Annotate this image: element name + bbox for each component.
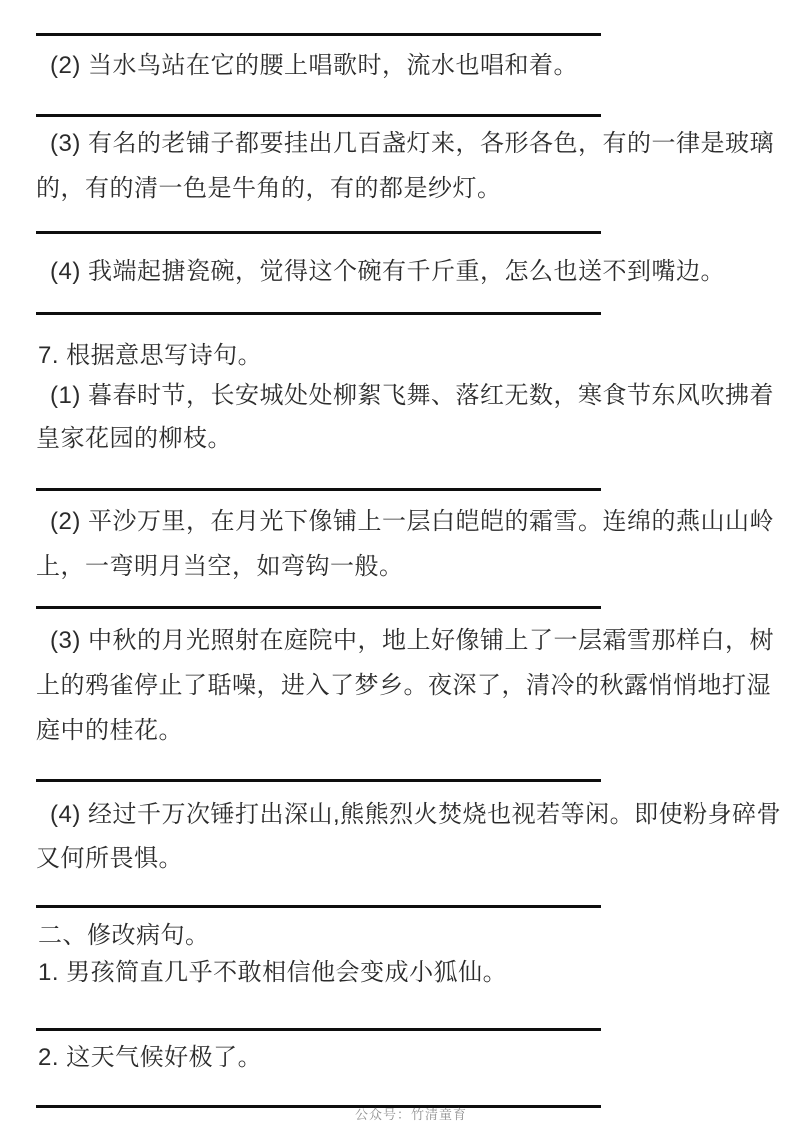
watermark: 公众号：竹清童育 xyxy=(355,1107,468,1122)
question-item-text: (2) 平沙万里，在月光下像铺上一层白皑皑的霜雪。连绵的燕山山岭 xyxy=(50,508,774,535)
question-item-text: (3) 中秋的月光照射在庭院中，地上好像铺上了一层霜雪那样白，树 xyxy=(50,627,774,654)
question-item-text: (1) 暮春时节，长安城处处柳絮飞舞、落红无数，寒食节东风吹拂着 xyxy=(50,382,774,409)
question-item-text: (4) 经过千万次锤打出深山,熊熊烈火焚烧也视若等闲。即使粉身碎骨 xyxy=(50,801,782,828)
answer-blank-rule xyxy=(36,114,601,117)
answer-blank-rule xyxy=(36,488,601,491)
answer-blank-rule xyxy=(36,231,601,234)
question-item-text: 2. 这天气候好极了。 xyxy=(38,1044,263,1071)
question-item-text: (3) 有名的老铺子都要挂出几百盏灯来，各形各色，有的一律是玻璃 xyxy=(50,130,774,157)
answer-blank-rule xyxy=(36,779,601,782)
section-heading: 7. 根据意思写诗句。 xyxy=(38,342,263,369)
question-item-text: 皇家花园的柳枝。 xyxy=(36,425,232,452)
answer-blank-rule xyxy=(36,905,601,908)
answer-blank-rule xyxy=(36,1105,601,1108)
question-item-text: 上，一弯明月当空，如弯钩一般。 xyxy=(36,553,404,580)
question-item-text: 庭中的桂花。 xyxy=(36,717,183,744)
question-item-text: (4) 我端起搪瓷碗，觉得这个碗有千斤重，怎么也送不到嘴边。 xyxy=(50,258,725,285)
section-heading: 二、修改病句。 xyxy=(38,922,210,949)
answer-blank-rule xyxy=(36,606,601,609)
question-item-text: 上的鸦雀停止了聒噪，进入了梦乡。夜深了，清冷的秋露悄悄地打湿 xyxy=(36,672,771,699)
question-item-text: 的，有的清一色是牛角的，有的都是纱灯。 xyxy=(36,175,502,202)
question-item-text: 又何所畏惧。 xyxy=(36,845,183,872)
answer-blank-rule xyxy=(36,33,601,36)
answer-blank-rule xyxy=(36,1028,601,1031)
answer-blank-rule xyxy=(36,312,601,315)
question-item-text: (2) 当水鸟站在它的腰上唱歌时，流水也唱和着。 xyxy=(50,52,578,79)
question-item-text: 1. 男孩简直几乎不敢相信他会变成小狐仙。 xyxy=(38,959,508,986)
